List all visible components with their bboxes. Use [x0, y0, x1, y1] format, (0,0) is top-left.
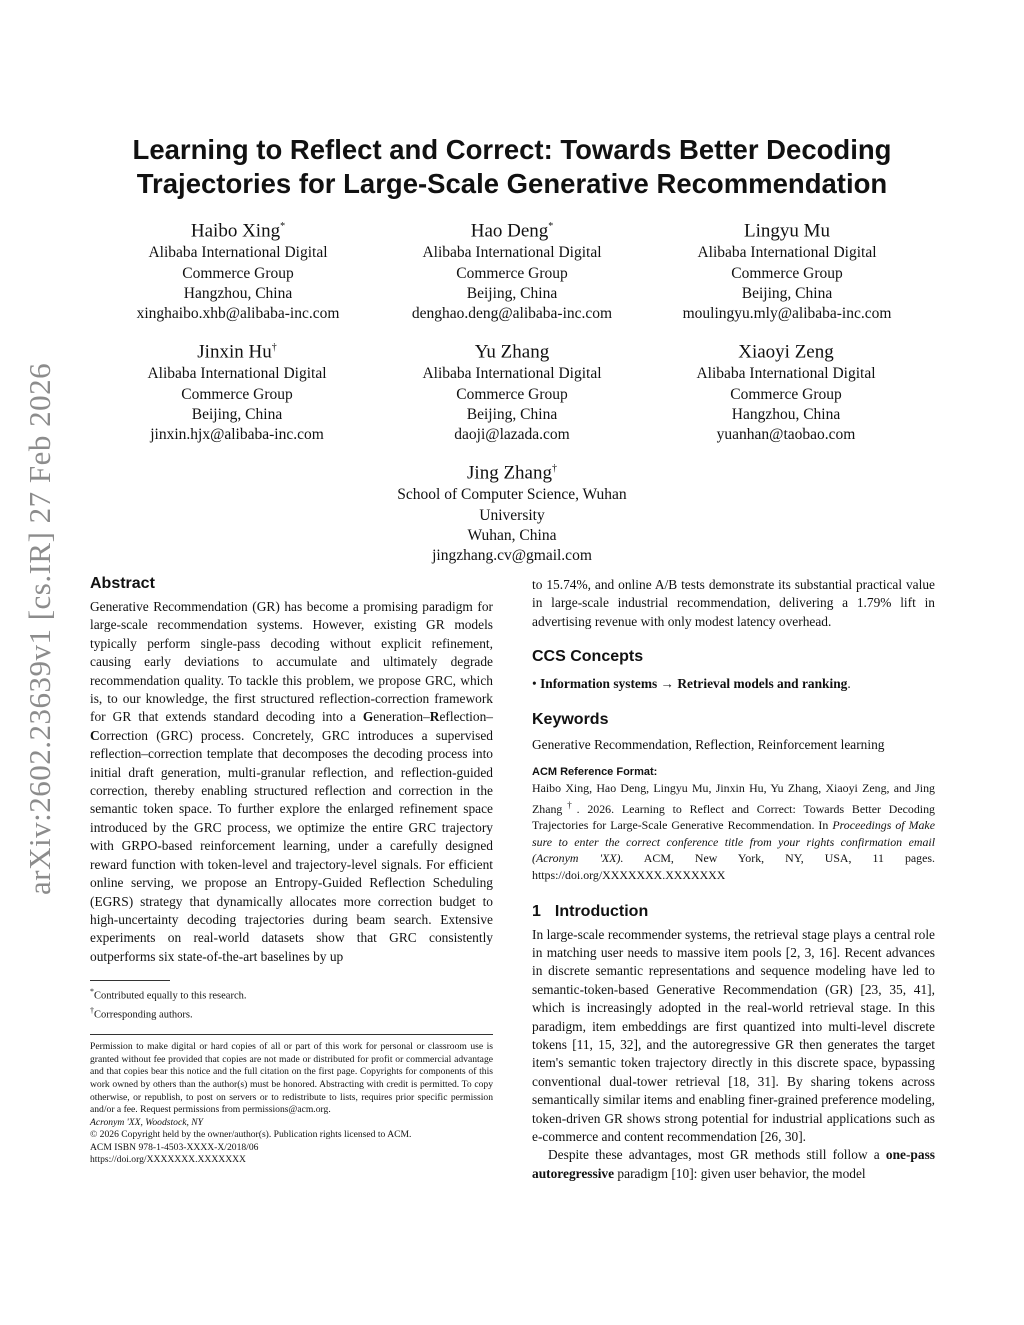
permission-notice: Permission to make digital or hard copies of all or part of this work for personal or classroom use is granted without fee provided that copies are not made or distributed for profit or commercial advantage and that copies bear this notice and the full citation on the first page. Copyrights for components of this work owned by others than the author(s) must be honored. Abstracting with credit is permitted. To copy otherwise, or republish, to post on servers or to redistribute to lists, requires prior specific permission and/or a fee. Request permissions from permissions@acm.org.	[90, 1041, 493, 1116]
author-email: jinxin.hjx@alibaba-inc.com	[150, 425, 324, 443]
author-affiliation: Alibaba International Digital	[422, 365, 602, 383]
author-email: xinghaibo.xhb@alibaba-inc.com	[136, 304, 340, 322]
title-line-1: Learning to Reflect and Correct: Towards Better Decoding	[132, 134, 892, 165]
abstract-heading: Abstract	[90, 575, 155, 592]
author-affiliation: Commerce Group	[730, 385, 842, 403]
author-location: Beijing, China	[741, 284, 833, 302]
ccs-concept: • Information systems → Retrieval models and ranking.	[532, 676, 851, 692]
ccs-heading: CCS Concepts	[532, 648, 644, 666]
permission-rule	[90, 1034, 493, 1035]
author-affiliation: Commerce Group	[456, 385, 568, 403]
author-affiliation: Alibaba International Digital	[148, 244, 328, 262]
keywords-heading: Keywords	[532, 710, 609, 728]
venue-line: Acronym 'XX, Woodstock, NY	[90, 1116, 203, 1128]
left-column	[90, 574, 493, 1167]
author-name: Haibo Xing*	[190, 220, 286, 242]
author-block	[92, 336, 382, 445]
author-email: yuanhan@taobao.com	[716, 425, 856, 443]
author-affiliation: Alibaba International Digital	[147, 365, 327, 383]
author-affiliation: University	[479, 506, 545, 524]
author-affiliation: Commerce Group	[731, 264, 843, 282]
author-affiliation: Commerce Group	[181, 385, 293, 403]
author-name: Hao Deng*	[470, 220, 554, 242]
right-column	[532, 576, 935, 1183]
author-block	[367, 457, 657, 566]
author-block	[367, 336, 657, 445]
author-location: Beijing, China	[466, 405, 558, 423]
author-name: Yu Zhang	[474, 341, 550, 363]
author-name: Jing Zhang†	[467, 462, 557, 484]
author-affiliation: Alibaba International Digital	[697, 244, 877, 262]
author-location: Wuhan, China	[467, 526, 557, 544]
paper-title	[90, 133, 934, 201]
author-affiliation: Commerce Group	[182, 264, 294, 282]
author-affiliation: Alibaba International Digital	[696, 365, 876, 383]
author-email: daoji@lazada.com	[454, 425, 570, 443]
author-name: Jinxin Hu†	[197, 341, 277, 363]
author-block	[642, 215, 932, 324]
abstract-body: Generative Recommendation (GR) has become a promising paradigm for large-scale recommendation systems. However, existing GR models typically perform single-pass decoding without explicit refinement, causing early deviations to accumulate and ultimately degrade recommendation quality. To tackle this problem, we propose GRC, which is, to our knowledge, the first structured reflection-correction framework for GR that extends standard decoding into a Generation–Reflection–Correction (GRC) process. Concretely, GRC introduces a supervised reflection–correction template that decomposes the decoding process into initial draft generation, multi-granular reflection, and reflection-guided correction, thereby enabling structured reflection and correction in the semantic token space. To further explore the enlarged refinement space introduced by the GRC process, we optimize the entire GRC trajectory with GRPO-based reinforcement learning, under a carefully designed reward function with token-level and trajectory-level signals. For efficient online serving, we propose an Entropy-Guided Reflection Scheduling (EGRS) strategy that dynamically allocates more correction budget to high-uncertainty decoding trajectories during beam search. Extensive experiments on real-world datasets show that GRC consistently outperforms six state-of-the-art baselines by up	[90, 599, 493, 964]
isbn-line: ACM ISBN 978-1-4503-XXXX-X/2018/06	[90, 1141, 259, 1153]
footnote-equal-contribution: *Contributed equally to this research.	[90, 987, 247, 1002]
author-email: moulingyu.mly@alibaba-inc.com	[682, 304, 892, 322]
intro-paragraph-2: Despite these advantages, most GR methods still follow a one-pass autoregressive paradigm [10]: given user behavior, the model	[532, 1147, 935, 1181]
acm-reference-heading: ACM Reference Format:	[532, 766, 658, 779]
title-line-2: Trajectories for Large-Scale Generative Recommendation	[136, 168, 888, 199]
author-block	[93, 215, 383, 324]
footnote-corresponding: †Corresponding authors.	[90, 1005, 193, 1021]
author-affiliation: School of Computer Science, Wuhan	[397, 486, 627, 504]
author-block	[641, 336, 931, 445]
author-location: Hangzhou, China	[731, 405, 841, 423]
author-location: Hangzhou, China	[183, 284, 293, 302]
abstract-continuation: to 15.74%, and online A/B tests demonstrate its substantial practical value in large-scale industrial recommendation, delivering a 1.79% lift in advertising revenue with only modest latency overhead.	[532, 577, 935, 629]
doi-line: https://doi.org/XXXXXXX.XXXXXXX	[90, 1154, 246, 1166]
copyright-line: © 2026 Copyright held by the owner/author(s). Publication rights licensed to ACM.	[90, 1129, 412, 1141]
intro-paragraph-1: In large-scale recommender systems, the retrieval stage plays a central role in matching user needs to massive item pools [2, 3, 16]. Recent advances in discrete semantic representations and sequence modeling have led to semantic-token-based Generative Recommendation (GR) [23, 35, 41], which is increasingly adopted in the real-world retrieval stage. In this paradigm, item embeddings are first quantized into multi-level discrete tokens [11, 15, 32], and the autoregressive GR then generates the target item's semantic token trajectory directly in this discrete space, bypassing conventional dual-tower retrieval [18, 31]. By sharing tokens across semantically similar items and enabling finer-grained preference modeling, token-driven GR shows strong potential for industrial applications such as e-commerce and content recommendation [26, 30].	[532, 926, 935, 1145]
author-name: Xiaoyi Zeng	[738, 341, 834, 363]
footnote-rule	[90, 980, 170, 981]
author-location: Beijing, China	[466, 284, 558, 302]
author-name: Lingyu Mu	[743, 220, 831, 242]
author-affiliation: Commerce Group	[456, 264, 568, 282]
acm-reference: Haibo Xing, Hao Deng, Lingyu Mu, Jinxin Hu, Yu Zhang, Xiaoyi Zeng, and Jing Zhang†. 2026. Learning to Reflect and Correct: Towards Better Decoding Trajectories for Large-Scale Generative Recommendation. In Proceedings of Make sure to enter the correct conference title from your rights confirmation email (Acronym 'XX). ACM, New York, NY, USA, 11 pages. https://doi.org/XXXXXXX.XXXXXXX	[532, 781, 935, 882]
author-affiliation: Alibaba International Digital	[422, 244, 602, 262]
arxiv-side-stamp: arXiv:2602.23639v1 [cs.IR] 27 Feb 2026	[22, 362, 57, 895]
author-email: jingzhang.cv@gmail.com	[432, 546, 592, 564]
author-location: Beijing, China	[191, 405, 283, 423]
keywords-text: Generative Recommendation, Reflection, Reinforcement learning	[532, 736, 885, 752]
author-block	[367, 215, 657, 324]
author-email: denghao.deng@alibaba-inc.com	[411, 304, 613, 322]
introduction-heading: 1 Introduction	[532, 902, 649, 920]
